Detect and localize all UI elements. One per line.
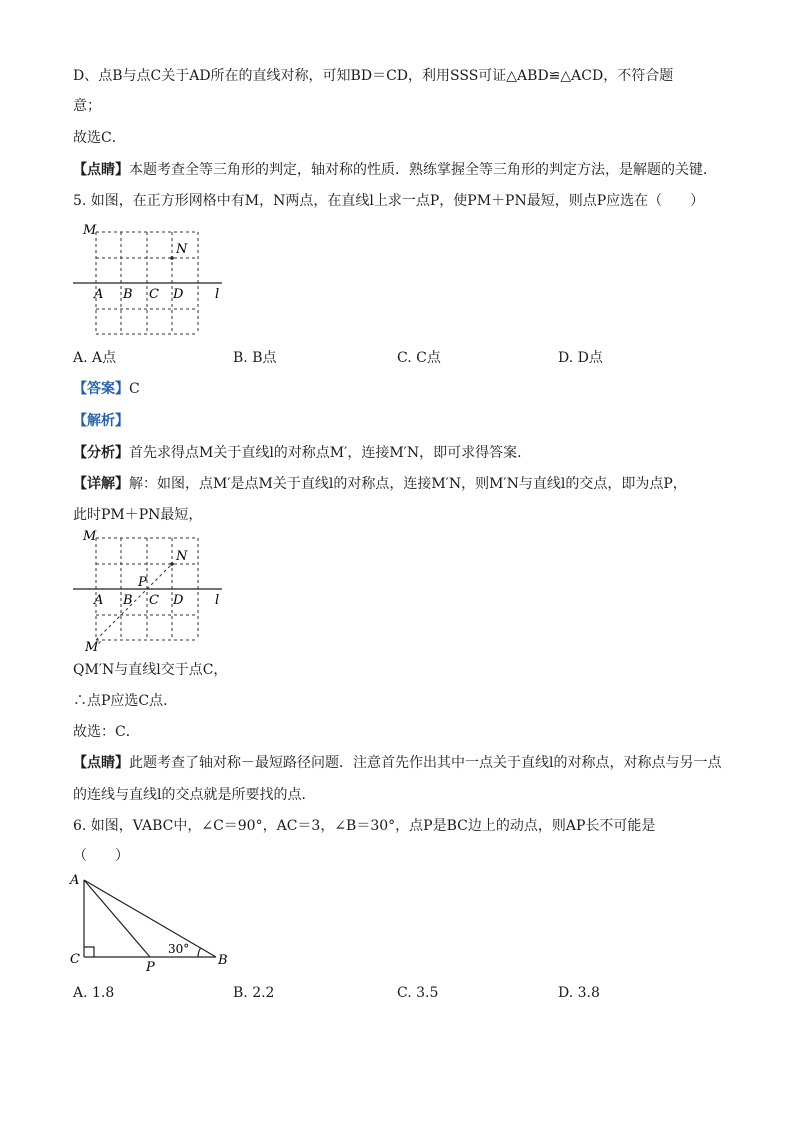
label-b: B xyxy=(218,953,228,968)
q5-figure-grid xyxy=(70,222,240,337)
label-a: A xyxy=(94,593,104,608)
q5-analysis-heading xyxy=(73,411,129,431)
label-b: B xyxy=(123,593,133,608)
q5-option-a[interactable]: A. A点 xyxy=(73,350,117,366)
point-n xyxy=(170,562,174,566)
q5-option-b[interactable]: B. B点 xyxy=(233,350,277,366)
segment-mprime-n xyxy=(96,564,172,640)
q5-solution-figure xyxy=(70,530,240,655)
label-l: l xyxy=(215,287,220,302)
q5-option-c[interactable]: C. C点 xyxy=(397,350,441,366)
label-l: l xyxy=(215,593,220,608)
label-n: N xyxy=(176,549,188,564)
q5-step2: ∴点P应选C点． xyxy=(73,693,178,709)
label-n: N xyxy=(176,242,188,257)
fenxi-text: 首先求得点M关于直线l的对称点M′，连接M′N，即可求得答案． xyxy=(129,445,532,461)
q5-step1: QM′N与直线l交于点C， xyxy=(73,662,228,678)
q5-xiangjie-cont: 此时PM＋PN最短， xyxy=(73,507,203,523)
label-m: M xyxy=(83,530,97,544)
q6-stem: 6. 如图，VABC中，∠C＝90°，AC＝3，∠B＝30°，点P是BC边上的动点，则AP长不可能是 xyxy=(73,818,656,834)
q5-tip-cont: 的连线与直线l的交点就是所要找的点． xyxy=(73,787,316,803)
q5-stem: 5. 如图，在正方形网格中有M，N两点，在直线l上求一点P，使PM＋PN最短，则点P应选在（ ） xyxy=(73,193,705,209)
q5-option-d[interactable]: D. D点 xyxy=(558,350,603,366)
q6-option-b[interactable]: B. 2.2 xyxy=(233,985,275,1001)
label-p: P xyxy=(146,960,155,975)
prev-option-d: D、点B与点C关于AD所在的直线对称，可知BD＝CD，利用SSS可证△ABD≌△ACD，不符合题 xyxy=(73,68,674,84)
tip-tag: 【点睛】 xyxy=(73,755,129,771)
right-angle-mark xyxy=(84,947,94,957)
fenxi-tag: 【分析】 xyxy=(73,445,129,461)
q5-tip xyxy=(73,753,721,773)
label-b: B xyxy=(123,287,133,302)
prev-option-d-cont: 意； xyxy=(73,98,101,114)
segment-ap xyxy=(84,880,150,957)
angle-b-arc xyxy=(198,948,201,957)
label-m: M xyxy=(83,223,97,238)
label-a: A xyxy=(70,873,80,888)
prev-tip xyxy=(73,160,717,180)
q5-conclusion: 故选：C． xyxy=(73,724,140,740)
q6-option-c[interactable]: C. 3.5 xyxy=(397,985,439,1001)
q6-option-d[interactable]: D. 3.8 xyxy=(558,985,600,1001)
label-c: C xyxy=(70,952,80,967)
label-m-prime: M′ xyxy=(85,640,102,655)
tip-text: 此题考查了轴对称－最短路径问题．注意首先作出其中一点关于直线l的对称点，对称点与另一点 xyxy=(129,755,722,771)
label-d: D xyxy=(173,287,184,302)
answer-tag: 【答案】 xyxy=(73,381,129,397)
prev-conclusion: 故选C． xyxy=(73,130,126,146)
q5-xiangjie xyxy=(73,474,687,494)
q5-fenxi xyxy=(73,443,531,463)
label-d: D xyxy=(173,593,184,608)
answer-value: C xyxy=(129,381,140,397)
q5-answer xyxy=(73,379,140,399)
tip-tag: 【点睛】 xyxy=(73,162,129,178)
xiangjie-tag: 【详解】 xyxy=(73,476,129,492)
label-p: P xyxy=(138,575,147,590)
label-c: C xyxy=(149,287,159,302)
side-ab xyxy=(84,880,216,957)
tip-text: 本题考查全等三角形的判定，轴对称的性质．熟练掌握全等三角形的判定方法，是解题的关键． xyxy=(129,162,717,178)
label-a: A xyxy=(94,287,104,302)
q6-stem-cont: （ ） xyxy=(73,848,129,864)
q6-triangle-figure xyxy=(66,870,246,975)
label-angle-30: 30° xyxy=(168,942,190,956)
q6-option-a[interactable]: A. 1.8 xyxy=(73,985,115,1001)
analysis-tag: 【解析】 xyxy=(73,413,129,429)
label-c: C xyxy=(149,593,159,608)
point-n xyxy=(170,256,174,260)
xiangjie-text: 解：如图，点M′是点M关于直线l的对称点，连接M′N，则M′N与直线l的交点，即为点P， xyxy=(129,476,687,492)
